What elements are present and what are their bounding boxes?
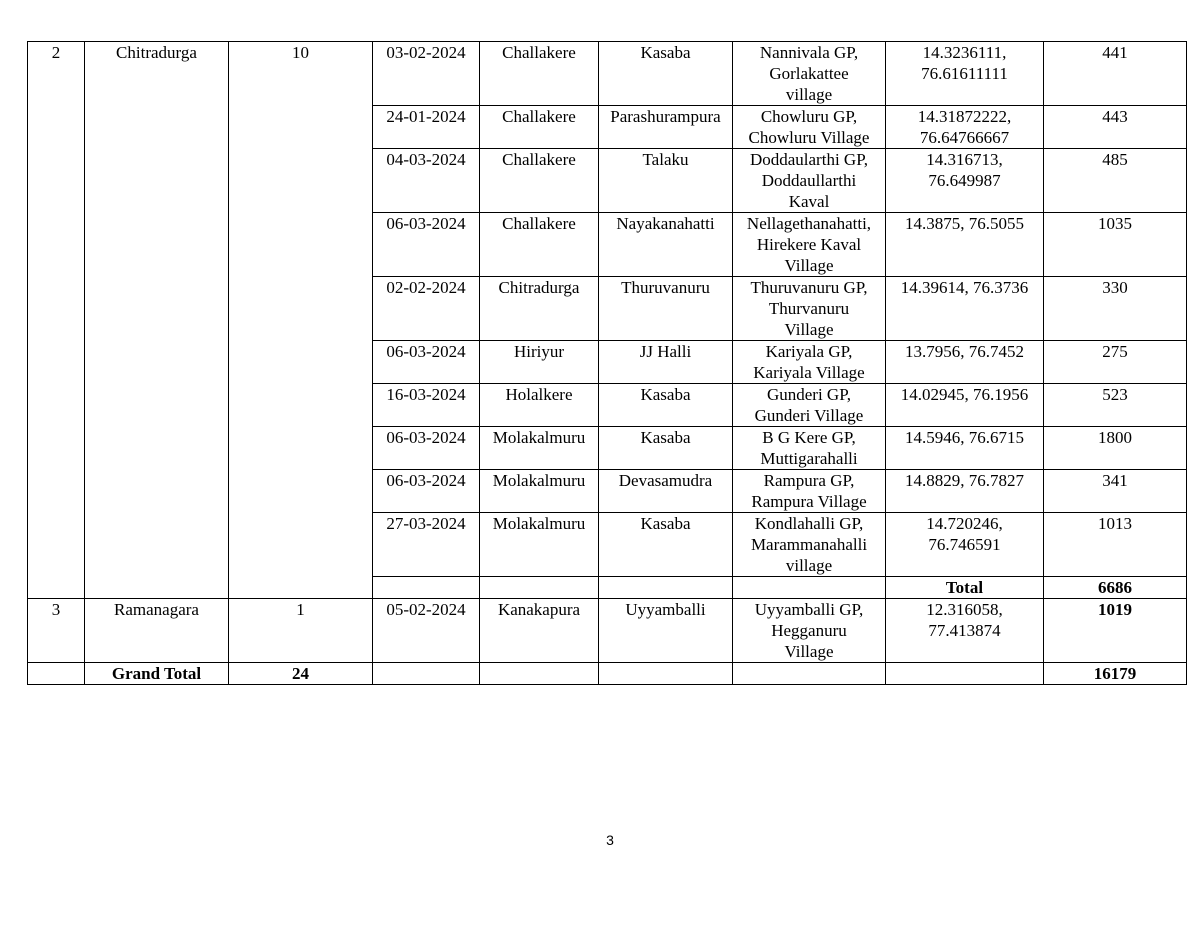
taluk-cell: Molakalmuru [480, 470, 599, 513]
empty-cell [480, 577, 599, 599]
coordinates-cell [886, 341, 1044, 384]
empty-cell [733, 577, 886, 599]
district-name-cell: Ramanagara [85, 599, 229, 663]
location-cell-line: Doddaularthi GP, [749, 150, 869, 169]
coordinates-cell-line: 14.39614, 76.3736 [900, 278, 1029, 297]
coordinates-cell [886, 213, 1044, 277]
taluk-cell: Challakere [480, 106, 599, 149]
coordinates-cell [886, 277, 1044, 341]
coordinates-cell-line: 76.64766667 [919, 128, 1010, 147]
total-value-cell: 6686 [1044, 577, 1187, 599]
location-cell [733, 213, 886, 277]
total-label-cell: Total [886, 577, 1044, 599]
taluk-cell: Molakalmuru [480, 427, 599, 470]
grand-total-value-cell: 16179 [1044, 663, 1187, 685]
value-cell: 1800 [1044, 427, 1187, 470]
date-cell: 06-03-2024 [373, 213, 480, 277]
location-cell [733, 513, 886, 577]
coordinates-cell-line: 14.5946, 76.6715 [905, 428, 1024, 447]
location-cell [733, 277, 886, 341]
location-cell [733, 599, 886, 663]
hobli-cell: Thuruvanuru [599, 277, 733, 341]
date-cell: 02-02-2024 [373, 277, 480, 341]
location-cell-line: village [785, 85, 833, 104]
date-cell: 03-02-2024 [373, 42, 480, 106]
location-cell-line: Kariyala Village [753, 363, 865, 382]
hobli-cell: Talaku [599, 149, 733, 213]
coordinates-cell-line: 14.8829, 76.7827 [905, 471, 1024, 490]
district-count-cell: 1 [229, 599, 373, 663]
value-cell: 1035 [1044, 213, 1187, 277]
location-cell [733, 470, 886, 513]
taluk-cell: Holalkere [480, 384, 599, 427]
taluk-cell: Challakere [480, 42, 599, 106]
district-name-cell: Chitradurga [85, 42, 229, 599]
hobli-cell: Kasaba [599, 427, 733, 470]
coordinates-cell [886, 599, 1044, 663]
serial-number-cell: 2 [28, 42, 85, 599]
coordinates-cell-line: 14.31872222, [917, 107, 1012, 126]
grand-total-count-cell: 24 [229, 663, 373, 685]
location-cell-line: Muttigarahalli [760, 449, 858, 468]
coordinates-cell-line: 12.316058, [926, 600, 1003, 619]
empty-cell [599, 577, 733, 599]
location-cell-line: Hirekere Kaval [756, 235, 862, 254]
coordinates-cell-line: 14.316713, [926, 150, 1003, 169]
location-cell-line: village [785, 556, 833, 575]
value-cell: 441 [1044, 42, 1187, 106]
coordinates-cell-line: 76.746591 [928, 535, 1001, 554]
coordinates-cell [886, 470, 1044, 513]
hobli-cell: JJ Halli [599, 341, 733, 384]
coordinates-cell-line: 76.649987 [928, 171, 1001, 190]
date-cell: 06-03-2024 [373, 470, 480, 513]
table-row [28, 42, 1187, 106]
empty-cell [480, 663, 599, 685]
location-cell-line: Kaval [788, 192, 830, 211]
date-cell: 06-03-2024 [373, 341, 480, 384]
location-cell-line: Kondlahalli GP, [754, 514, 864, 533]
location-cell-line: Doddaullarthi [761, 171, 857, 190]
coordinates-cell [886, 42, 1044, 106]
location-cell-line: Nellagethanahatti, [746, 214, 872, 233]
value-cell: 523 [1044, 384, 1187, 427]
location-cell-line: Kariyala GP, [765, 342, 853, 361]
coordinates-cell [886, 384, 1044, 427]
date-cell: 05-02-2024 [373, 599, 480, 663]
coordinates-cell-line: 14.3236111, [922, 43, 1007, 62]
location-cell-line: Chowluru GP, [760, 107, 858, 126]
hobli-cell: Uyyamballi [599, 599, 733, 663]
coordinates-cell-line: 77.413874 [928, 621, 1001, 640]
table-row [28, 599, 1187, 663]
location-cell-line: Gunderi Village [754, 406, 864, 425]
page-number: 3 [606, 832, 614, 848]
coordinates-cell-line: 14.720246, [926, 514, 1003, 533]
location-cell-line: Rampura Village [751, 492, 867, 511]
district-count-cell: 10 [229, 42, 373, 599]
location-cell [733, 149, 886, 213]
location-cell-line: Hegganuru [771, 621, 847, 640]
location-cell [733, 427, 886, 470]
value-cell: 275 [1044, 341, 1187, 384]
coordinates-cell-line: 14.3875, 76.5055 [905, 214, 1024, 233]
coordinates-cell [886, 106, 1044, 149]
date-cell: 06-03-2024 [373, 427, 480, 470]
location-cell [733, 384, 886, 427]
taluk-cell: Challakere [480, 149, 599, 213]
hobli-cell: Kasaba [599, 513, 733, 577]
location-cell-line: Thuruvanuru GP, [750, 278, 868, 297]
value-cell: 485 [1044, 149, 1187, 213]
data-table [27, 41, 1187, 685]
hobli-cell: Parashurampura [599, 106, 733, 149]
coordinates-cell-line: 76.61611111 [921, 64, 1008, 83]
hobli-cell: Kasaba [599, 384, 733, 427]
hobli-cell: Nayakanahatti [599, 213, 733, 277]
empty-cell [599, 663, 733, 685]
coordinates-cell-line: 14.02945, 76.1956 [900, 385, 1029, 404]
taluk-cell: Chitradurga [480, 277, 599, 341]
date-cell: 04-03-2024 [373, 149, 480, 213]
grand-total-label-cell: Grand Total [85, 663, 229, 685]
location-cell-line: Uyyamballi GP, [754, 600, 864, 619]
coordinates-cell [886, 149, 1044, 213]
date-cell: 16-03-2024 [373, 384, 480, 427]
location-cell [733, 106, 886, 149]
location-cell-line: Village [784, 320, 834, 339]
taluk-cell: Molakalmuru [480, 513, 599, 577]
location-cell-line: Nannivala GP, [759, 43, 859, 62]
location-cell-line: Rampura GP, [763, 471, 855, 490]
location-cell-line: Thurvanuru [768, 299, 850, 318]
value-cell: 1019 [1044, 599, 1187, 663]
location-cell [733, 341, 886, 384]
serial-number-cell: 3 [28, 599, 85, 663]
taluk-cell: Kanakapura [480, 599, 599, 663]
empty-cell [28, 663, 85, 685]
date-cell: 27-03-2024 [373, 513, 480, 577]
value-cell: 443 [1044, 106, 1187, 149]
location-cell-line: Gorlakattee [769, 64, 849, 83]
empty-cell [733, 663, 886, 685]
value-cell: 341 [1044, 470, 1187, 513]
coordinates-cell [886, 427, 1044, 470]
empty-cell [373, 577, 480, 599]
location-cell-line: Village [784, 642, 834, 661]
empty-cell [373, 663, 480, 685]
location-cell [733, 42, 886, 106]
coordinates-cell-line: 13.7956, 76.7452 [905, 342, 1024, 361]
coordinates-cell [886, 513, 1044, 577]
hobli-cell: Devasamudra [599, 470, 733, 513]
location-cell-line: B G Kere GP, [762, 428, 856, 447]
hobli-cell: Kasaba [599, 42, 733, 106]
grand-total-row [28, 663, 1187, 685]
date-cell: 24-01-2024 [373, 106, 480, 149]
location-cell-line: Marammanahalli [750, 535, 868, 554]
empty-cell [886, 663, 1044, 685]
value-cell: 1013 [1044, 513, 1187, 577]
value-cell: 330 [1044, 277, 1187, 341]
location-cell-line: Village [784, 256, 834, 275]
taluk-cell: Hiriyur [480, 341, 599, 384]
taluk-cell: Challakere [480, 213, 599, 277]
location-cell-line: Chowluru Village [748, 128, 870, 147]
location-cell-line: Gunderi GP, [766, 385, 852, 404]
